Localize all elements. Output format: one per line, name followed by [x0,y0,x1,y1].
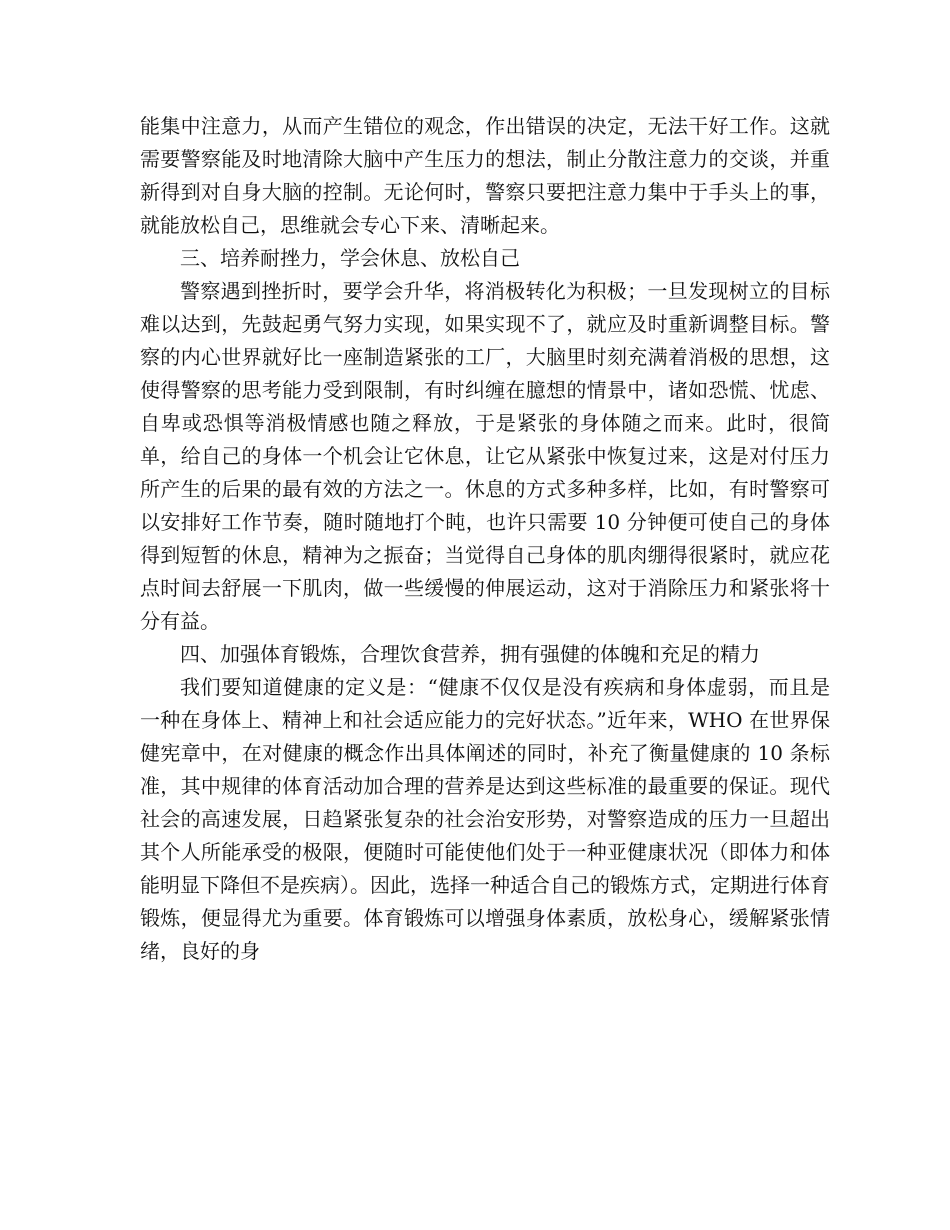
paragraph-section-three-body: 警察遇到挫折时，要学会升华，将消极转化为积极；一旦发现树立的目标难以达到，先鼓起勇气努力实现，如果实现不了，就应及时重新调整目标。警察的内心世界就好比一座制造紧张的工厂，大脑里时刻充满着消极的思想，这使得警察的思考能力受到限制，有时纠缠在臆想的情景中，诸如恐慌、忧虑、自卑或恐惧等消极情感也随之释放，于是紧张的身体随之而来。此时，很简单，给自己的身体一个机会让它休息，让它从紧张中恢复过来，这是对付压力所产生的后果的最有效的方法之一。休息的方式多种多样，比如，有时警察可以安排好工作节奏，随时随地打个盹，也许只需要 10 分钟便可使自己的身体得到短暂的休息，精神为之振奋；当觉得自己身体的肌肉绷得很紧时，就应花点时间去舒展一下肌肉，做一些缓慢的伸展运动，这对于消除压力和紧张将十分有益。 [140,279,830,633]
section-heading-three: 三、培养耐挫力，学会休息、放松自己 [180,246,520,270]
section-heading-four: 四、加强体育锻炼，合理饮食营养，拥有强健的体魄和充足的精力 [180,642,760,666]
paragraph-continuation: 能集中注意力，从而产生错位的观念，作出错误的决定，无法干好工作。这就需要警察能及时地清除大脑中产生压力的想法，制止分散注意力的交谈，并重新得到对自身大脑的控制。无论何时，警察只要把注意力集中于手头上的事，就能放松自己，思维就会专心下来、清晰起来。 [140,114,830,237]
document-page [140,110,830,968]
paragraph-section-four-body: 我们要知道健康的定义是：“健康不仅仅是没有疾病和身体虚弱，而且是一种在身体上、精神上和社会适应能力的完好状态。”近年来，WHO 在世界保健宪章中，在对健康的概念作出具体阐述的同时，补充了衡量健康的 10 条标准，其中规律的体育活动加合理的营养是达到这些标准的最重要的保证。现代社会的高速发展，日趋紧张复杂的社会治安形势，对警察造成的压力一旦超出其个人所能承受的极限，便随时可能使他们处于一种亚健康状况（即体力和体能明显下降但不是疾病）。因此，选择一种适合自己的锻炼方式，定期进行体育锻炼，便显得尤为重要。体育锻炼可以增强身体素质，放松身心，缓解紧张情绪，良好的身 [140,675,830,963]
